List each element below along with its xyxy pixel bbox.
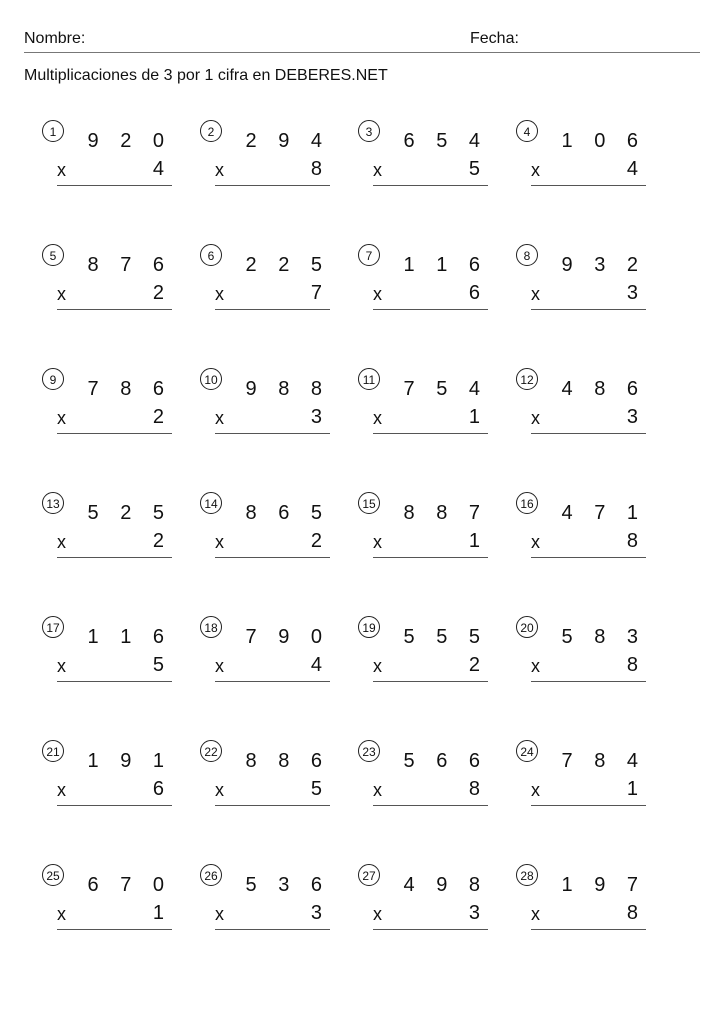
problem-number: 8 bbox=[516, 244, 538, 266]
multiply-sign: x bbox=[57, 284, 66, 304]
multiplier-row bbox=[531, 656, 646, 682]
problem-27 bbox=[358, 864, 488, 954]
problem-17 bbox=[42, 616, 172, 706]
multiplier: 3 bbox=[626, 406, 638, 428]
fecha-label: Fecha: bbox=[470, 30, 519, 47]
problem-number: 17 bbox=[42, 616, 64, 638]
problem-7 bbox=[358, 244, 488, 334]
multiply-sign: x bbox=[215, 532, 224, 552]
multiplier: 4 bbox=[152, 158, 164, 180]
multiply-sign: x bbox=[57, 160, 66, 180]
problem-20 bbox=[516, 616, 646, 706]
problem-21 bbox=[42, 740, 172, 830]
worksheet-title: Multiplicaciones de 3 por 1 cifra en DEBERES.NET bbox=[24, 67, 388, 84]
multiplicand: 7 8 6 bbox=[87, 378, 172, 400]
problem-number: 7 bbox=[358, 244, 380, 266]
problem-number: 27 bbox=[358, 864, 380, 886]
multiplier: 1 bbox=[468, 406, 480, 428]
header bbox=[24, 30, 700, 53]
multiplier: 7 bbox=[310, 282, 322, 304]
problem-6 bbox=[200, 244, 330, 334]
multiply-sign: x bbox=[373, 780, 382, 800]
multiply-sign: x bbox=[215, 904, 224, 924]
multiplier-row bbox=[373, 532, 488, 558]
problem-5 bbox=[42, 244, 172, 334]
problem-28 bbox=[516, 864, 646, 954]
problem-25 bbox=[42, 864, 172, 954]
problem-number: 19 bbox=[358, 616, 380, 638]
multiplicand: 8 8 7 bbox=[403, 502, 488, 524]
problem-number: 10 bbox=[200, 368, 222, 390]
problem-number: 22 bbox=[200, 740, 222, 762]
multiplicand: 5 3 6 bbox=[245, 874, 330, 896]
multiplicand: 5 8 3 bbox=[561, 626, 646, 648]
multiplier-row bbox=[531, 160, 646, 186]
multiplicand: 8 8 6 bbox=[245, 750, 330, 772]
multiplier-row bbox=[215, 904, 330, 930]
multiply-sign: x bbox=[215, 408, 224, 428]
multiplicand: 2 2 5 bbox=[245, 254, 330, 276]
multiplier: 6 bbox=[468, 282, 480, 304]
problem-11 bbox=[358, 368, 488, 458]
problem-16 bbox=[516, 492, 646, 582]
multiplier: 8 bbox=[626, 530, 638, 552]
multiplier-row bbox=[373, 656, 488, 682]
multiplier: 2 bbox=[468, 654, 480, 676]
multiply-sign: x bbox=[531, 780, 540, 800]
multiplier-row bbox=[215, 780, 330, 806]
multiplier-row bbox=[215, 656, 330, 682]
multiplicand: 4 7 1 bbox=[561, 502, 646, 524]
multiplicand: 9 2 0 bbox=[87, 130, 172, 152]
multiplier-row bbox=[373, 780, 488, 806]
multiplier: 5 bbox=[152, 654, 164, 676]
multiply-sign: x bbox=[373, 904, 382, 924]
multiply-sign: x bbox=[215, 656, 224, 676]
problem-number: 26 bbox=[200, 864, 222, 886]
multiplicand: 5 6 6 bbox=[403, 750, 488, 772]
problem-3 bbox=[358, 120, 488, 210]
multiplier-row bbox=[531, 532, 646, 558]
multiply-sign: x bbox=[373, 532, 382, 552]
problem-14 bbox=[200, 492, 330, 582]
multiply-sign: x bbox=[373, 656, 382, 676]
multiplicand: 1 1 6 bbox=[87, 626, 172, 648]
multiply-sign: x bbox=[373, 284, 382, 304]
multiplier-row bbox=[531, 284, 646, 310]
problem-19 bbox=[358, 616, 488, 706]
problem-15 bbox=[358, 492, 488, 582]
multiplicand: 1 9 1 bbox=[87, 750, 172, 772]
multiplier: 6 bbox=[152, 778, 164, 800]
problem-number: 5 bbox=[42, 244, 64, 266]
multiplier: 3 bbox=[626, 282, 638, 304]
multiplier-row bbox=[531, 408, 646, 434]
multiplier-row bbox=[57, 160, 172, 186]
multiplicand: 4 8 6 bbox=[561, 378, 646, 400]
multiplier: 2 bbox=[152, 406, 164, 428]
problem-24 bbox=[516, 740, 646, 830]
problem-8 bbox=[516, 244, 646, 334]
multiplier-row bbox=[57, 904, 172, 930]
multiplier-row bbox=[57, 532, 172, 558]
multiply-sign: x bbox=[531, 532, 540, 552]
multiplier-row bbox=[373, 160, 488, 186]
nombre-label: Nombre: bbox=[24, 30, 86, 47]
multiplier: 8 bbox=[626, 902, 638, 924]
multiplier-row bbox=[373, 408, 488, 434]
multiplier-row bbox=[57, 780, 172, 806]
problem-number: 13 bbox=[42, 492, 64, 514]
problem-number: 11 bbox=[358, 368, 380, 390]
multiplier: 4 bbox=[310, 654, 322, 676]
multiply-sign: x bbox=[373, 408, 382, 428]
multiplier-row bbox=[373, 284, 488, 310]
multiplier: 2 bbox=[152, 530, 164, 552]
problem-number: 14 bbox=[200, 492, 222, 514]
multiplicand: 8 7 6 bbox=[87, 254, 172, 276]
multiplicand: 7 5 4 bbox=[403, 378, 488, 400]
multiplier-row bbox=[57, 656, 172, 682]
multiplier: 4 bbox=[626, 158, 638, 180]
problem-number: 16 bbox=[516, 492, 538, 514]
problem-number: 6 bbox=[200, 244, 222, 266]
multiply-sign: x bbox=[57, 780, 66, 800]
multiplicand: 9 3 2 bbox=[561, 254, 646, 276]
multiplier: 1 bbox=[626, 778, 638, 800]
problem-10 bbox=[200, 368, 330, 458]
multiplier-row bbox=[215, 284, 330, 310]
multiplicand: 5 5 5 bbox=[403, 626, 488, 648]
multiplier: 1 bbox=[152, 902, 164, 924]
multiplier: 5 bbox=[310, 778, 322, 800]
problem-number: 20 bbox=[516, 616, 538, 638]
multiplier: 3 bbox=[310, 406, 322, 428]
multiplicand: 6 5 4 bbox=[403, 130, 488, 152]
multiplicand: 1 9 7 bbox=[561, 874, 646, 896]
multiply-sign: x bbox=[531, 160, 540, 180]
multiplicand: 1 0 6 bbox=[561, 130, 646, 152]
multiplier: 8 bbox=[468, 778, 480, 800]
multiply-sign: x bbox=[531, 904, 540, 924]
problem-12 bbox=[516, 368, 646, 458]
multiply-sign: x bbox=[373, 160, 382, 180]
problem-1 bbox=[42, 120, 172, 210]
multiplier-row bbox=[531, 904, 646, 930]
multiplier: 5 bbox=[468, 158, 480, 180]
multiplicand: 5 2 5 bbox=[87, 502, 172, 524]
multiplier: 1 bbox=[468, 530, 480, 552]
problem-number: 28 bbox=[516, 864, 538, 886]
multiplier: 3 bbox=[468, 902, 480, 924]
multiplicand: 6 7 0 bbox=[87, 874, 172, 896]
problem-number: 25 bbox=[42, 864, 64, 886]
problem-4 bbox=[516, 120, 646, 210]
multiplier-row bbox=[373, 904, 488, 930]
problem-22 bbox=[200, 740, 330, 830]
multiplicand: 9 8 8 bbox=[245, 378, 330, 400]
problem-number: 18 bbox=[200, 616, 222, 638]
multiply-sign: x bbox=[531, 656, 540, 676]
multiplier-row bbox=[215, 532, 330, 558]
multiply-sign: x bbox=[215, 284, 224, 304]
problem-26 bbox=[200, 864, 330, 954]
multiplier-row bbox=[531, 780, 646, 806]
multiplicand: 7 8 4 bbox=[561, 750, 646, 772]
multiply-sign: x bbox=[57, 656, 66, 676]
multiply-sign: x bbox=[215, 160, 224, 180]
multiplicand: 8 6 5 bbox=[245, 502, 330, 524]
problem-number: 3 bbox=[358, 120, 380, 142]
multiplier-row bbox=[215, 160, 330, 186]
problem-number: 21 bbox=[42, 740, 64, 762]
multiplier: 2 bbox=[152, 282, 164, 304]
problem-number: 2 bbox=[200, 120, 222, 142]
multiplicand: 4 9 8 bbox=[403, 874, 488, 896]
multiplier-row bbox=[57, 408, 172, 434]
problem-9 bbox=[42, 368, 172, 458]
multiplicand: 2 9 4 bbox=[245, 130, 330, 152]
multiplier: 2 bbox=[310, 530, 322, 552]
multiplicand: 7 9 0 bbox=[245, 626, 330, 648]
problem-2 bbox=[200, 120, 330, 210]
problem-number: 23 bbox=[358, 740, 380, 762]
multiplier-row bbox=[57, 284, 172, 310]
multiply-sign: x bbox=[531, 408, 540, 428]
multiply-sign: x bbox=[57, 532, 66, 552]
multiply-sign: x bbox=[57, 408, 66, 428]
multiplier-row bbox=[215, 408, 330, 434]
problem-number: 24 bbox=[516, 740, 538, 762]
multiply-sign: x bbox=[531, 284, 540, 304]
multiply-sign: x bbox=[215, 780, 224, 800]
problem-13 bbox=[42, 492, 172, 582]
problem-number: 12 bbox=[516, 368, 538, 390]
problem-number: 9 bbox=[42, 368, 64, 390]
problem-number: 4 bbox=[516, 120, 538, 142]
multiplier: 8 bbox=[626, 654, 638, 676]
multiplier: 3 bbox=[310, 902, 322, 924]
multiplier: 8 bbox=[310, 158, 322, 180]
problem-23 bbox=[358, 740, 488, 830]
problem-number: 1 bbox=[42, 120, 64, 142]
multiply-sign: x bbox=[57, 904, 66, 924]
problem-18 bbox=[200, 616, 330, 706]
multiplicand: 1 1 6 bbox=[403, 254, 488, 276]
problem-number: 15 bbox=[358, 492, 380, 514]
